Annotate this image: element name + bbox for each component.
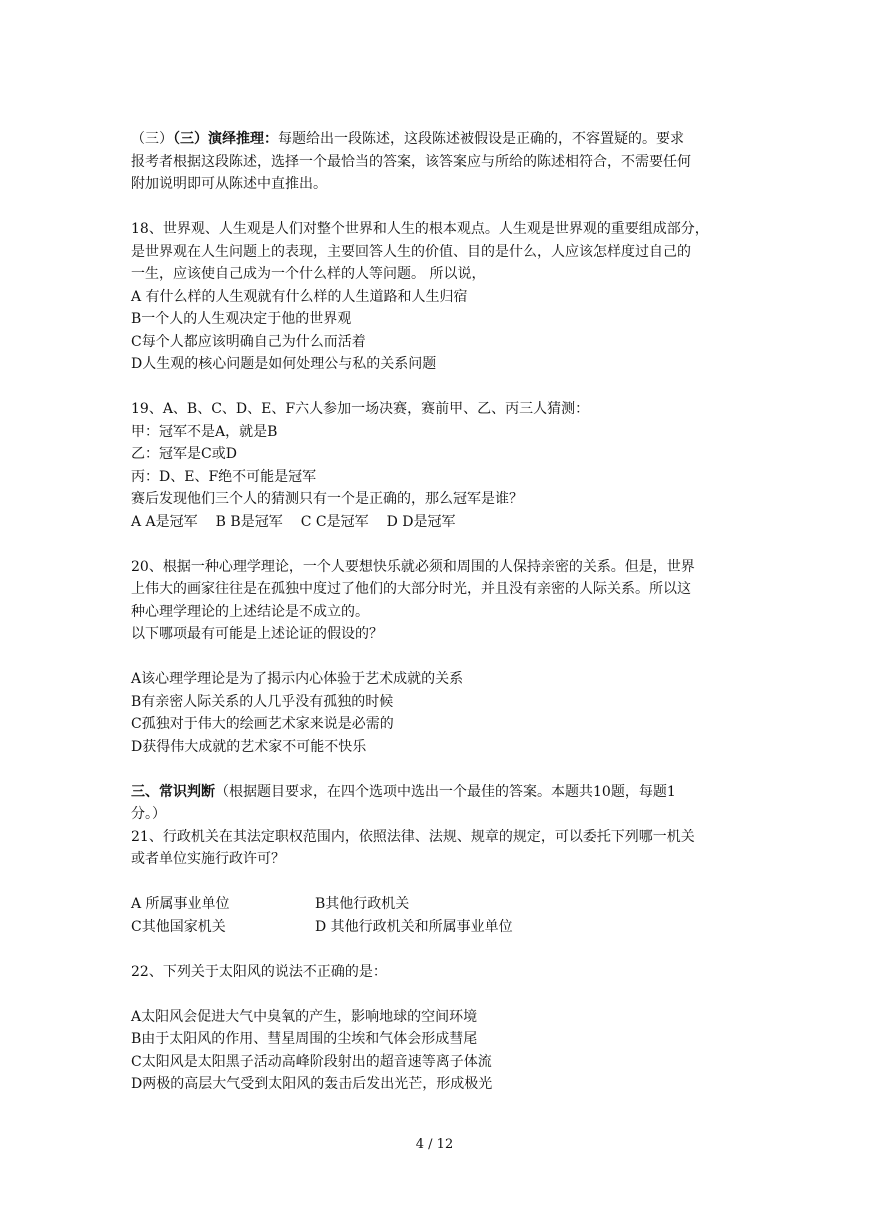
question-19 — [131, 398, 753, 533]
q21-option-b: B其他行政机关 — [315, 896, 410, 912]
q20-stem-line: 以下哪项最有可能是上述论证的假设的？ — [131, 626, 383, 642]
q19-option-b: B B是冠军 — [215, 513, 283, 530]
q20-option-a: A该心理学理论是为了揭示内心体验于艺术成就的关系 — [131, 671, 464, 687]
question-20 — [131, 556, 753, 759]
q19-stem-line: 赛后发现他们三个人的猜测只有一个是正确的，那么冠军是谁？ — [131, 491, 523, 507]
q18-stem-line: 一生，应该使自己成为一个什么样的人等问题。 所以说， — [131, 266, 486, 282]
spacer — [131, 533, 753, 556]
common-sense-title: 三、常识判断 — [131, 783, 215, 800]
section3-intro-text: 每题给出一段陈述，这段陈述被假设是正确的，不容置疑的。要求 — [278, 131, 684, 147]
q20-option-c: C孤独对于伟大的绘画艺术家来说是必需的 — [131, 716, 394, 732]
q20-option-d: D获得伟大成就的艺术家不可能不快乐 — [131, 738, 367, 755]
page-number: 4 / 12 — [415, 1137, 454, 1152]
question-22 — [131, 961, 753, 1096]
q18-option-b: B一个人的人生观决定于他的世界观 — [131, 311, 352, 327]
question-21 — [131, 826, 753, 939]
q19-option-a: A A是冠军 — [131, 513, 198, 530]
q19-option-d: D D是冠军 — [386, 513, 456, 530]
page-content — [131, 128, 753, 1096]
q19-guess-jia: 甲：冠军不是A，就是B — [131, 423, 278, 440]
q20-stem-line: 上伟大的画家往往是在孤独中度过了他们的大部分时光，并且没有亲密的人际关系。所以这 — [131, 581, 691, 597]
q20-stem-line: 20、根据一种心理学理论，一个人要想快乐就必须和周围的人保持亲密的关系。但是，世界 — [131, 558, 695, 575]
common-sense-heading-line — [131, 781, 753, 804]
section3-intro-line-1 — [131, 128, 753, 151]
spacer — [131, 646, 753, 669]
q21-options-row-1 — [131, 893, 753, 916]
q21-option-d: D 其他行政机关和所属事业单位 — [315, 918, 513, 935]
q20-stem-line: 种心理学理论的上述结论是不成立的。 — [131, 603, 369, 620]
q21-option-c: C其他国家机关 — [131, 918, 226, 935]
q20-option-b: B有亲密人际关系的人几乎没有孤独的时候 — [131, 693, 394, 710]
section3-intro-line-2: 报考者根据这段陈述，选择一个最恰当的答案，该答案应与所给的陈述相符合，不需要任何 — [131, 153, 691, 170]
q22-option-a: A太阳风会促进大气中臭氧的产生，影响地球的空间环境 — [131, 1008, 478, 1025]
q19-guess-yi: 乙：冠军是C或D — [131, 446, 237, 462]
section3-intro-line-3: 附加说明即可从陈述中直推出。 — [131, 176, 327, 192]
question-18 — [131, 218, 753, 376]
section-common-sense — [131, 781, 753, 826]
q22-option-d: D两极的高层大气受到太阳风的轰击后发出光芒，形成极光 — [131, 1076, 493, 1092]
spacer — [131, 196, 753, 219]
q18-stem-line: 是世界观在人生问题上的表现，主要回答人生的价值、目的是什么，人应该怎样度过自己的 — [131, 243, 691, 260]
spacer — [131, 983, 753, 1006]
q22-option-b: B由于太阳风的作用、彗星周围的尘埃和气体会形成彗尾 — [131, 1031, 478, 1047]
section3-prefix: （三） — [131, 131, 173, 147]
common-sense-note: （根据题目要求，在四个选项中选出一个最佳的答案。本题共10题，每题1 — [215, 783, 676, 800]
q19-option-c: C C是冠军 — [300, 513, 369, 530]
q21-stem-line: 或者单位实施行政许可？ — [131, 851, 285, 867]
q22-option-c: C太阳风是太阳黑子活动高峰阶段射出的超音速等离子体流 — [131, 1053, 492, 1070]
q21-option-a: A 所属事业单位 — [131, 896, 230, 912]
spacer — [131, 758, 753, 781]
q18-option-a: A 有什么样的人生观就有什么样的人生道路和人生归宿 — [131, 288, 468, 305]
q19-options — [131, 511, 753, 534]
q21-stem-line: 21、行政机关在其法定职权范围内，依照法律、法规、规章的规定，可以委托下列哪一机关 — [131, 828, 695, 845]
q21-options-row-2 — [131, 916, 753, 939]
q18-option-c: C每个人都应该明确自己为什么而活着 — [131, 333, 366, 350]
spacer — [131, 871, 753, 894]
q19-stem-line: 19、A、B、C、D、E、F六人参加一场决赛，赛前甲、乙、丙三人猜测： — [131, 401, 590, 417]
common-sense-note-line-2: 分。） — [131, 806, 166, 822]
section3-title: （三）演绎推理： — [173, 131, 278, 147]
q18-option-d: D人生观的核心问题是如何处理公与私的关系问题 — [131, 356, 437, 372]
q22-stem: 22、下列关于太阳风的说法不正确的是： — [131, 963, 387, 980]
spacer — [131, 376, 753, 399]
spacer — [131, 938, 753, 961]
q18-stem-line: 18、世界观、人生观是人们对整个世界和人生的根本观点。人生观是世界观的重要组成部分， — [131, 221, 709, 237]
q19-guess-bing: 丙：D、E、F绝不可能是冠军 — [131, 468, 317, 485]
